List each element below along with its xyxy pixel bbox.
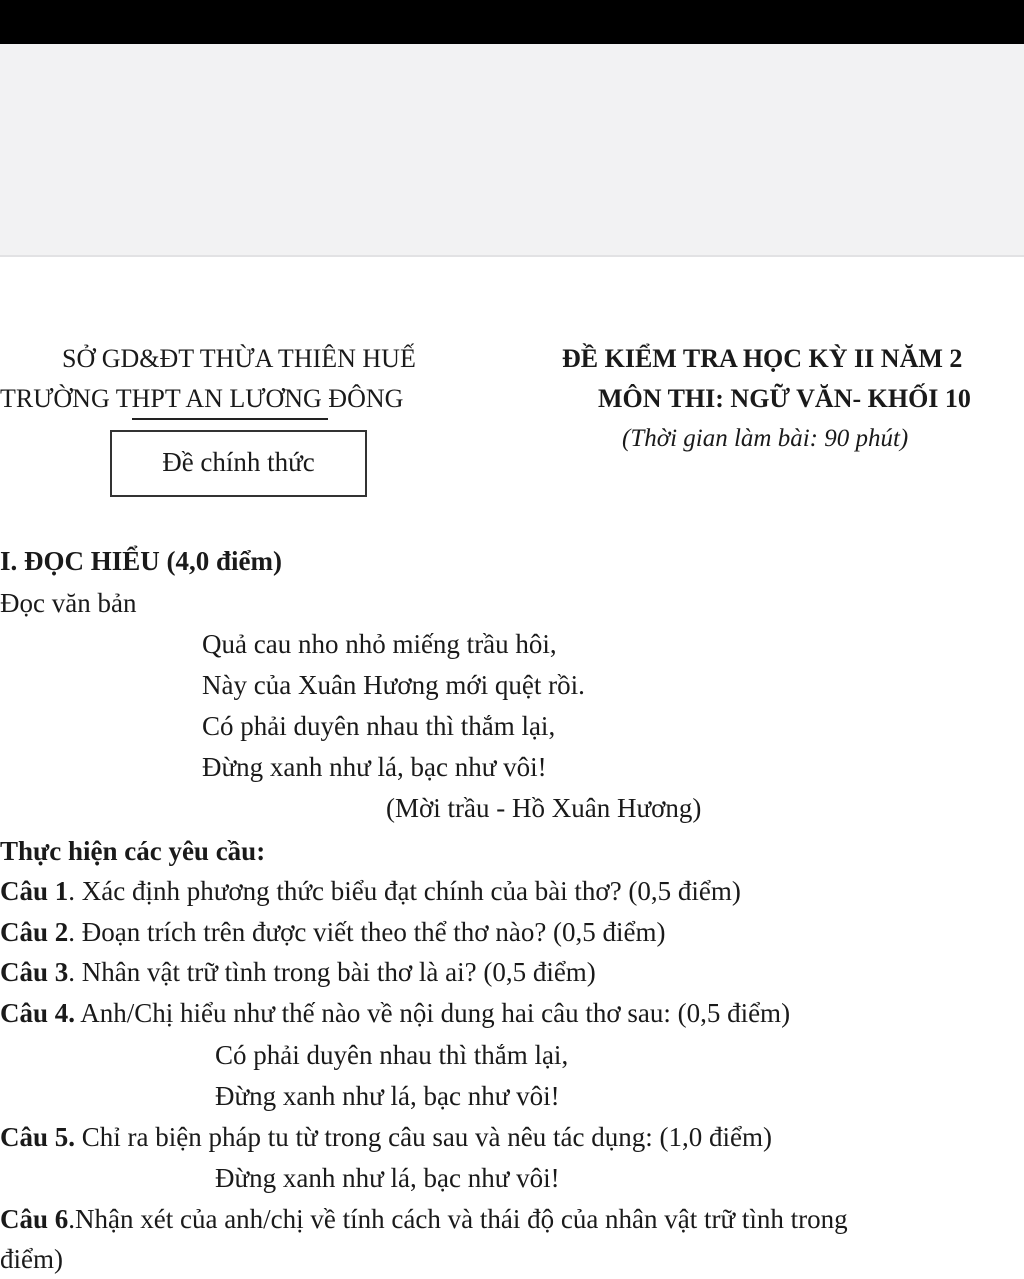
question-6-tail: điểm) — [0, 1244, 63, 1274]
exam-title: ĐỀ KIỂM TRA HỌC KỲ II NĂM 2 — [562, 344, 963, 373]
exam-duration: (Thời gian làm bài: 90 phút) — [622, 425, 909, 452]
question-5 — [0, 1121, 772, 1153]
poem-line: Này của Xuân Hương mới quệt rồi. — [202, 670, 585, 700]
school-name: TRƯỜNG THPT AN LƯƠNG ĐÔNG — [0, 384, 404, 413]
question-text: Chỉ ra biện pháp tu từ trong câu sau và nêu tác dụng: (1,0 điểm) — [75, 1122, 772, 1152]
poem-line: Có phải duyên nhau thì thắm lại, — [202, 711, 556, 741]
question-5-quote: Đừng xanh như lá, bạc như vôi! — [215, 1163, 560, 1193]
question-4-quote-line: Đừng xanh như lá, bạc như vôi! — [215, 1081, 560, 1111]
poem-source: (Mời trầu - Hồ Xuân Hương) — [386, 793, 702, 823]
tasks-heading: Thực hiện các yêu cầu: — [0, 836, 266, 866]
department-name: SỞ GD&ĐT THỪA THIÊN HUẾ — [62, 344, 416, 373]
question-text: . Xác định phương thức biểu đạt chính của bài thơ? (0,5 điểm) — [68, 876, 741, 906]
question-1 — [0, 875, 741, 907]
reading-instruction: Đọc văn bản — [0, 588, 137, 618]
question-text: Anh/Chị hiểu như thế nào về nội dung hai câu thơ sau: (0,5 điểm) — [75, 998, 791, 1028]
section-title: I. ĐỌC HIỂU (4,0 điểm) — [0, 546, 282, 576]
question-text: . Nhân vật trữ tình trong bài thơ là ai? (0,5 điểm) — [68, 957, 596, 987]
question-text: . Đoạn trích trên được viết theo thể thơ nào? (0,5 điểm) — [68, 917, 666, 947]
question-label: Câu 4. — [0, 998, 76, 1028]
question-text: .Nhận xét của anh/chị về tính cách và thái độ của nhân vật trữ tình trong — [68, 1204, 848, 1234]
question-label: Câu 3 — [0, 957, 69, 987]
question-label: Câu 1 — [0, 876, 69, 906]
exam-document-page — [0, 257, 1024, 1279]
question-label: Câu 5. — [0, 1122, 76, 1152]
school-underline — [132, 418, 328, 420]
official-exam-box — [110, 430, 367, 497]
poem-line: Đừng xanh như lá, bạc như vôi! — [202, 752, 547, 782]
exam-subject: MÔN THI: NGỮ VĂN- KHỐI 10 — [598, 384, 971, 413]
poem-line: Quả cau nho nhỏ miếng trầu hôi, — [202, 629, 557, 659]
question-4-quote-line: Có phải duyên nhau thì thắm lại, — [215, 1040, 569, 1070]
question-label: Câu 6 — [0, 1204, 69, 1234]
question-4 — [0, 997, 790, 1029]
question-2 — [0, 916, 666, 948]
question-6 — [0, 1203, 848, 1235]
question-label: Câu 2 — [0, 917, 69, 947]
official-exam-label: Đề chính thức — [162, 447, 315, 477]
question-3 — [0, 956, 596, 988]
viewer-gray-band — [0, 44, 1024, 257]
top-black-bar — [0, 0, 1024, 44]
